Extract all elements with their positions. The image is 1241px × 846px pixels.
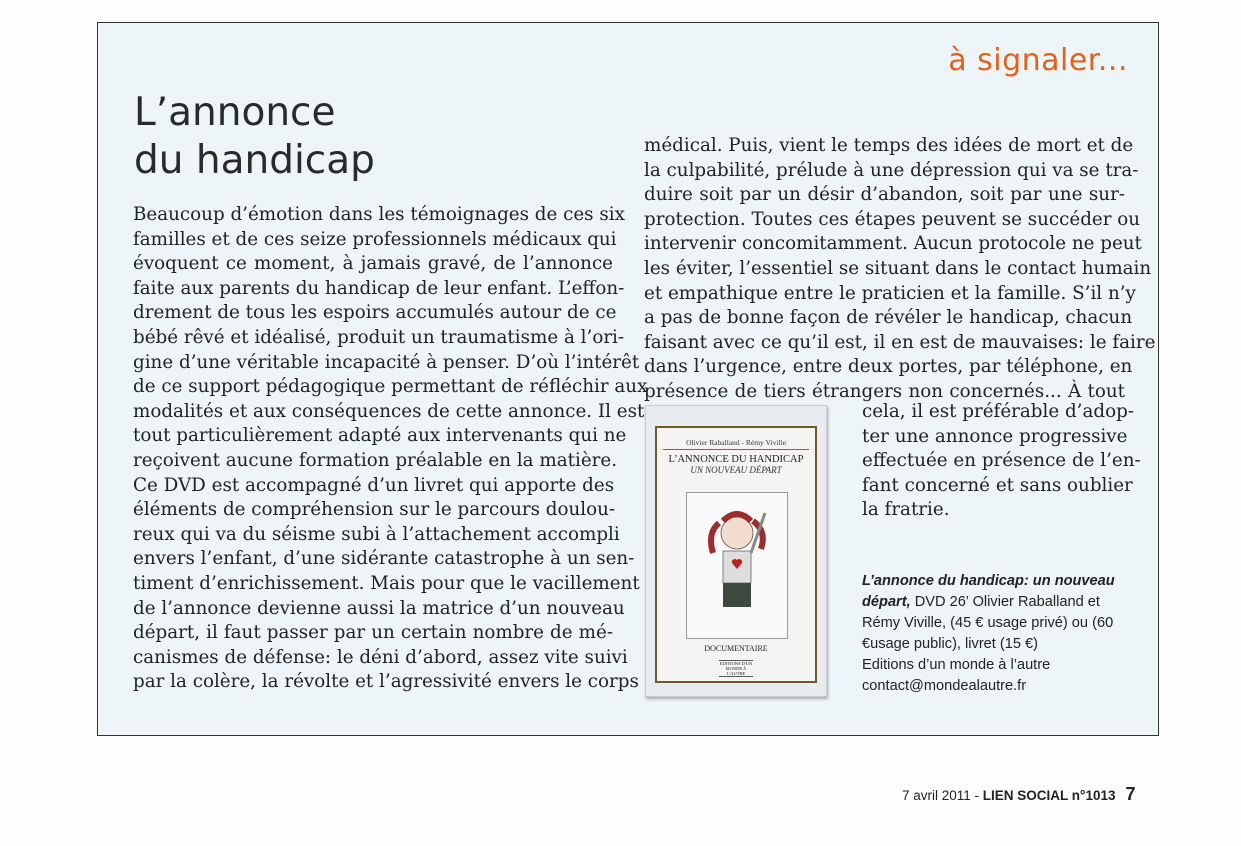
- page-footer: [902, 784, 1136, 805]
- text-line: dans l’urgence, entre deux portes, par téléphone, en: [644, 356, 1133, 378]
- text-line: les éviter, l’essentiel se situant dans le contact humain: [644, 257, 1152, 279]
- text-line: reux qui va du séisme subi à l’attachement accompli: [133, 523, 620, 545]
- text-line: éléments de compréhension sur le parcours doulou-: [133, 499, 616, 521]
- reference-contact: contact@mondealautre.fr: [862, 678, 1027, 694]
- article-title: [134, 89, 375, 185]
- dvd-cover-frame: [655, 426, 817, 683]
- text-line: et empathique entre le praticien et la famille. S’il n’y: [644, 282, 1136, 304]
- text-line: la culpabilité, prélude à une dépression qui va se tra-: [644, 159, 1139, 181]
- text-line: évoquent ce moment, à jamais gravé, de l’annonce: [133, 253, 613, 275]
- text-line: duire soit par un désir d’abandon, soit par une sur-: [644, 184, 1125, 206]
- reference-title: L’annonce du handicap: un nouveau départ,: [862, 573, 1115, 610]
- text-line: fant concerné et sans oublier: [862, 474, 1133, 496]
- right-column-continuation: [862, 400, 1141, 523]
- text-line: familles et de ces seize professionnels médicaux qui: [133, 228, 617, 250]
- right-column: [644, 134, 1156, 405]
- text-line: canismes de défense: le déni d’abord, assez vite suivi: [133, 646, 628, 668]
- page-number: 7: [1125, 784, 1136, 804]
- text-line: drement de tous les espoirs accumulés autour de ce: [133, 302, 617, 324]
- cover-illustration: [686, 492, 788, 639]
- text-line: effectuée en présence de l’en-: [862, 450, 1141, 472]
- article-box: [97, 22, 1159, 736]
- text-line: gine d’une véritable incapacité à penser. D’où l’intérêt: [133, 351, 640, 373]
- cover-authors: Olivier Raballand - Rémy Viville: [663, 438, 809, 450]
- text-line: Beaucoup d’émotion dans les témoignages de ces six: [133, 204, 625, 225]
- text-line: faisant avec ce qu’il est, il en est de mauvaises: le faire: [644, 331, 1156, 353]
- text-line: par la colère, la révolte et l’agressivité envers le corps: [133, 671, 639, 693]
- text-line: timent d’enrichissement. Mais pour que le vacillement: [133, 572, 640, 594]
- reference-details: DVD 26’ Olivier Raballand et Rémy Viville, (45 € usage privé) ou (60 €usage public), livret (15 €): [862, 594, 1114, 652]
- text-line: tout particulièrement adapté aux intervenants qui ne: [133, 425, 627, 447]
- text-line: a pas de bonne façon de révéler le handicap, chacun: [644, 307, 1133, 329]
- text-line: de l’annonce devienne aussi la matrice d’un nouveau: [133, 597, 625, 619]
- footer-magazine: LIEN SOCIAL n°1013: [982, 788, 1116, 803]
- left-column: [133, 203, 648, 695]
- text-line: envers l’enfant, d’une sidérante catastrophe à un sen-: [133, 548, 635, 570]
- text-line: la fratrie.: [862, 499, 950, 521]
- text-line: ter une annonce progressive: [862, 425, 1128, 447]
- cover-subtitle: UN NOUVEAU DÉPART: [690, 465, 782, 475]
- text-line: protection. Toutes ces étapes peuvent se succéder ou: [644, 208, 1141, 230]
- cover-title: L’ANNONCE DU HANDICAP: [668, 454, 804, 465]
- text-line: départ, il faut passer par un certain nombre de mé-: [133, 622, 613, 644]
- text-line: médical. Puis, vient le temps des idées de mort et de: [644, 135, 1134, 156]
- text-line: reçoivent aucune formation préalable en la matière.: [133, 449, 618, 471]
- reference-publisher: Editions d’un monde à l’autre: [862, 657, 1051, 673]
- dvd-reference: [862, 571, 1128, 697]
- title-line: du handicap: [134, 138, 375, 183]
- text-line: modalités et aux conséquences de cette annonce. Il est: [133, 400, 645, 422]
- cover-label: DOCUMENTAIRE: [704, 644, 768, 653]
- text-line: cela, il est préférable d’adop-: [862, 401, 1134, 422]
- text-line: intervenir concomitamment. Aucun protocole ne peut: [644, 233, 1142, 255]
- text-line: présence de tiers étrangers non concernés... À tout: [644, 380, 1125, 402]
- text-line: Ce DVD est accompagné d’un livret qui apporte des: [133, 474, 615, 496]
- text-line: de ce support pédagogique permettant de réfléchir aux: [133, 376, 648, 398]
- text-line: bébé rêvé et idéalisé, produit un traumatisme à l’ori-: [133, 326, 625, 348]
- title-line: L’annonce: [134, 90, 336, 135]
- dvd-cover: [645, 405, 827, 697]
- footer-date: 7 avril 2011 -: [902, 788, 983, 803]
- cover-publisher-logo: EDITIONS D'UN MONDE À L'AUTRE: [719, 661, 753, 676]
- text-line: faite aux parents du handicap de leur enfant. L’effon-: [133, 277, 625, 299]
- section-kicker: à signaler...: [948, 43, 1128, 78]
